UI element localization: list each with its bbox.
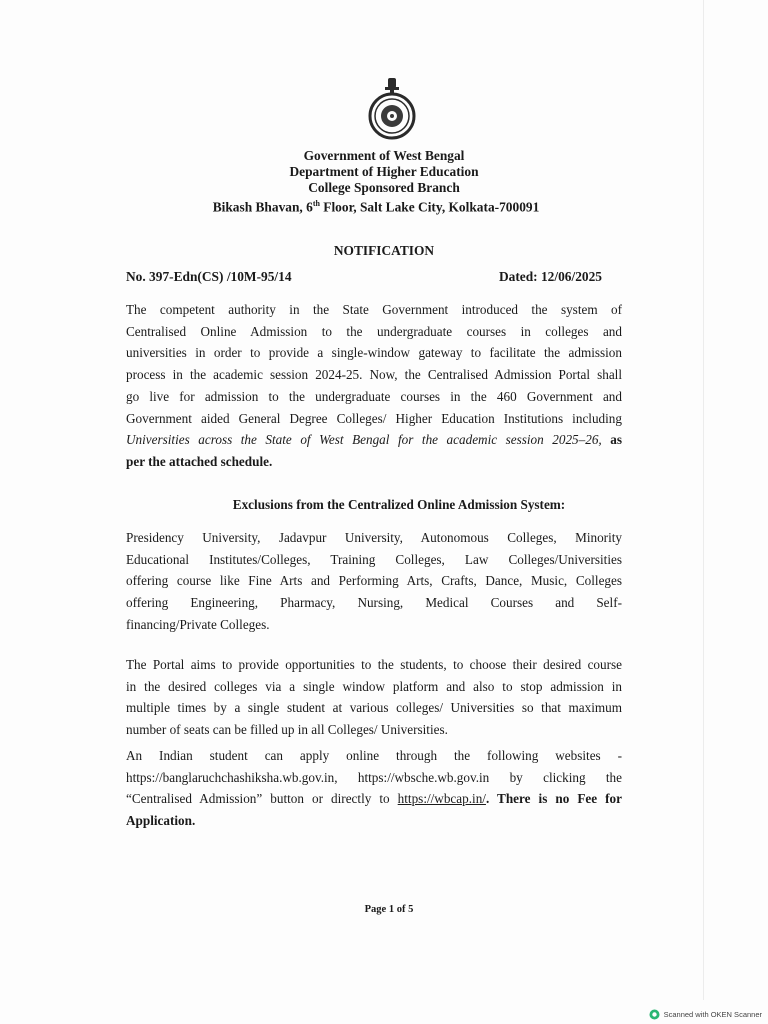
wbcap-link[interactable]: https://wbcap.in/ (397, 791, 486, 807)
memo-number: No. 397-Edn(CS) /10M-95/14 (126, 269, 292, 284)
paragraph-portal-aims: The Portal aims to provide opportunities to the students, to choose their desired course in the desired colleges via a single window platform and also to stop admission in multiple times by a single student at various colleges/ Universities so that maximum number of seats can be filled up in all Colleges/ Universities. (126, 657, 622, 738)
intro-line-7: Universities across the State of West Bengal for the academic session 2025–26, as (126, 432, 622, 448)
scanner-watermark: Scanned with OKEN Scanner (649, 1009, 762, 1020)
paragraph-intro: The competent authority in the State Government introduced the system of Centralised Online Admission to the undergraduate courses in colleges and universities in order to provide a single-window gateway to facilitate the admission process in the academic session 2024-25. Now, the Centralised Admission Portal shall go live for admission to the undergraduate courses in the 460 Government and Government aided General Degree Colleges/ Higher Education Institutions including Universities across the State of West Bengal for the academic session 2025–26, as per the attached schedule. (126, 302, 622, 469)
header-branch: College Sponsored Branch (308, 180, 460, 195)
header-department: Department of Higher Education (289, 164, 479, 179)
scanner-logo-icon (649, 1009, 660, 1020)
state-emblem-icon (366, 76, 418, 142)
paragraph-apply-online: An Indian student can apply online through the following websites - https://banglaruchchashiksha.wb.gov.in, https://wbsche.wb.gov.in by clicking the “Centralised Admission” button or directly to https://wbcap.in/. There is no Fee for Application. (126, 748, 622, 829)
page-number: Page 1 of 5 (364, 904, 414, 915)
paragraph-exclusions: Presidency University, Jadavpur University, Autonomous Colleges, Minority Educational Institutes/Colleges, Training Colleges, Law Colleges/Universities offering course like Fine Arts and Performing Arts, Crafts, Dance, Music, Colleges offering Engineering, Pharmacy, Nursing, Medical Courses and Self- financing/Private Colleges. (126, 530, 622, 632)
apply-line-3: “Centralised Admission” button or directly to https://wbcap.in/. There is no Fee for (126, 791, 622, 807)
exclusions-heading: Exclusions from the Centralized Online Admission System: (232, 497, 566, 512)
notification-title: NOTIFICATION (333, 243, 435, 258)
header-government: Government of West Bengal (303, 148, 465, 163)
notice-date: Dated: 12/06/2025 (498, 269, 602, 284)
header-address: Bikash Bhavan, 6th Floor, Salt Lake City, Kolkata-700091 (212, 199, 540, 215)
letterhead (0, 148, 768, 215)
reference-row (126, 269, 602, 285)
